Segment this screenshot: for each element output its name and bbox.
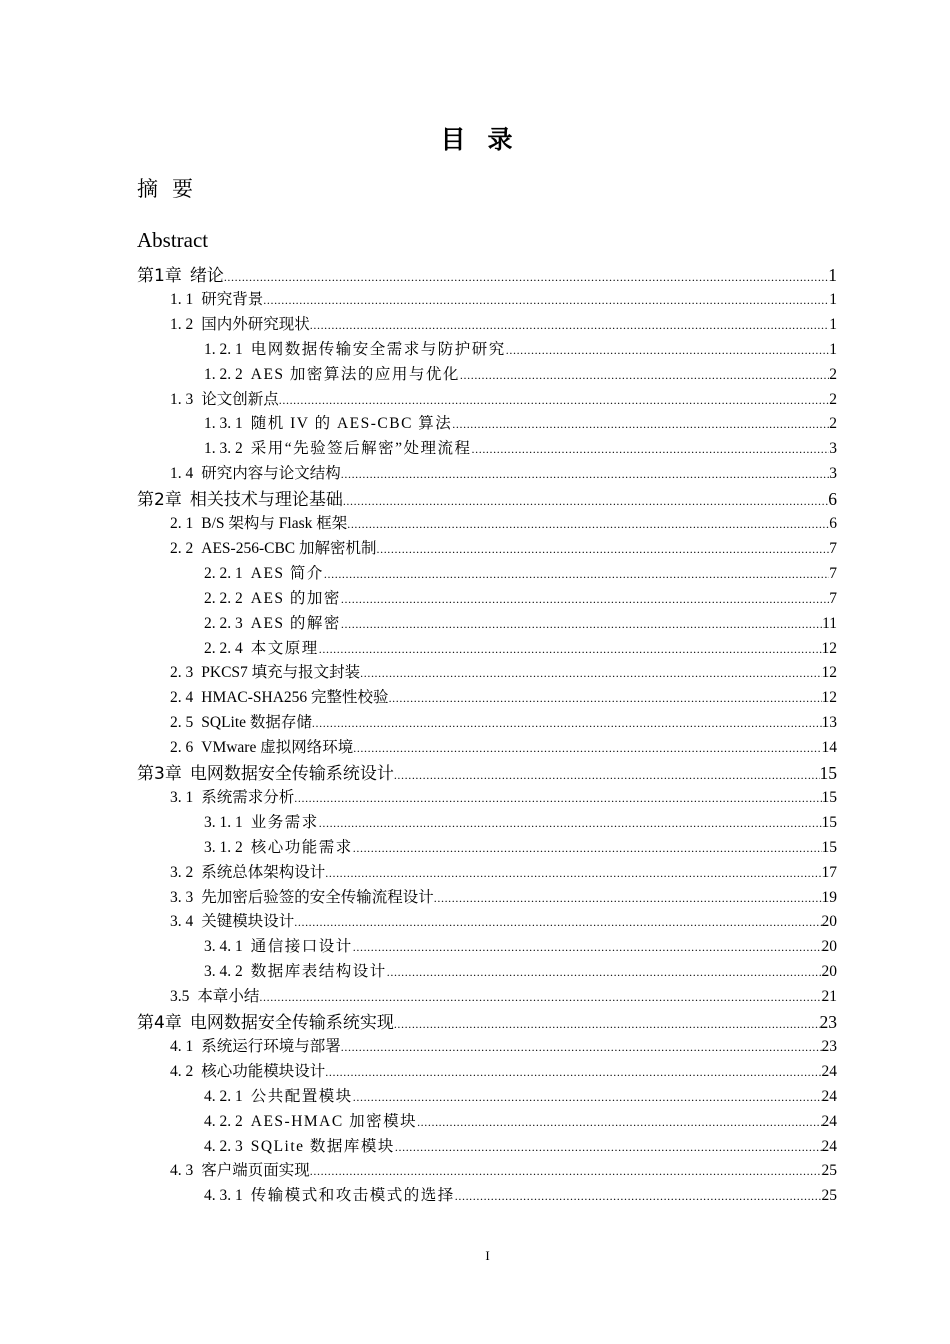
toc-entry-page: 13: [821, 714, 837, 732]
toc-entry-number: 4. 2. 3: [204, 1137, 243, 1155]
toc-entry-page: 25: [821, 1162, 837, 1180]
toc-entry-title: SQLite 数据存储: [201, 714, 312, 732]
toc-entry-page: 23: [819, 1012, 837, 1032]
toc-entry[interactable]: [204, 1110, 837, 1134]
toc-entry-page: 24: [821, 1112, 837, 1130]
toc-entry-title: VMware 虚拟网络环境: [201, 739, 354, 757]
toc-entry[interactable]: [170, 462, 837, 486]
toc-entry-title: 采用“先验签后解密”处理流程: [250, 440, 472, 458]
toc-entry-number: 4. 2. 1: [204, 1087, 243, 1105]
toc-entry[interactable]: [170, 686, 837, 710]
toc-dot-leader: [455, 1184, 822, 1208]
toc-entry[interactable]: [170, 711, 837, 735]
toc-dot-leader: [417, 1110, 821, 1134]
page-number: I: [485, 1248, 490, 1263]
toc-entry-title: AES-256-CBC 加解密机制: [201, 539, 377, 557]
toc-entry-number: 1. 2: [170, 315, 194, 333]
toc-dot-leader: [387, 960, 822, 984]
toc-entry-title: 通信接口设计: [250, 938, 353, 956]
toc-dot-leader: [294, 910, 821, 934]
toc-entry-page: 21: [821, 988, 837, 1006]
toc-entry-title: 系统运行环境与部署: [201, 1037, 341, 1055]
toc-entry-title: 系统需求分析: [201, 788, 295, 806]
toc-entry[interactable]: [170, 388, 837, 412]
toc-entry-title: 核心功能模块设计: [201, 1062, 326, 1080]
toc-entry-title: AES 的加密: [250, 589, 341, 607]
toc-entry-title: 数据库表结构设计: [250, 963, 387, 981]
toc-dot-leader: [434, 886, 822, 910]
toc-entry-page: 7: [829, 564, 837, 582]
toc-dot-leader: [341, 1035, 822, 1059]
toc-entry-number: 2. 1: [170, 515, 194, 532]
toc-entry-page: 15: [821, 838, 837, 856]
toc-dot-leader: [341, 587, 829, 611]
toc-entry[interactable]: [204, 960, 837, 984]
toc-dot-leader: [263, 288, 829, 312]
toc-entry[interactable]: [170, 313, 837, 337]
toc-entry[interactable]: [204, 363, 837, 387]
toc-entry-page: 3: [829, 465, 837, 483]
toc-entry-page: 2: [829, 390, 837, 408]
toc-entry-number: 3. 4. 2: [204, 963, 243, 981]
toc-entry-title: 绪论: [189, 266, 224, 286]
toc-dot-leader: [279, 388, 829, 412]
toc-entry[interactable]: [137, 1010, 837, 1034]
toc-entry-page: 25: [821, 1187, 837, 1205]
toc-entry-title: 论文创新点: [201, 390, 279, 408]
toc-entry-number: 2. 2. 4: [204, 639, 243, 657]
toc-entry-number: 3. 4: [170, 913, 194, 931]
abstract-en-heading: Abstract: [137, 228, 209, 252]
toc-entry[interactable]: [204, 412, 837, 436]
toc-entry-number: 1. 2. 2: [204, 365, 243, 383]
toc-entry[interactable]: [204, 562, 837, 586]
toc-entry-number: 1. 4: [170, 465, 194, 483]
toc-entry-page: 7: [829, 589, 837, 607]
toc-entry-number: 1. 3. 1: [204, 415, 243, 433]
toc-entry-number: 4. 2. 2: [204, 1112, 243, 1130]
toc-dot-leader: [360, 661, 821, 685]
toc-entry[interactable]: [170, 661, 837, 685]
toc-entry[interactable]: [204, 612, 837, 636]
toc-entry-title: 电网数据安全传输系统设计: [189, 764, 394, 784]
toc-entry-number: 2. 2. 1: [204, 564, 243, 582]
toc-entry-number: 第2章: [137, 490, 182, 511]
toc-entry-title: 电网数据安全传输系统实现: [189, 1013, 394, 1033]
toc-entry-title: HMAC-SHA256 完整性校验: [201, 689, 389, 707]
toc-entry-title: 研究内容与论文结构: [201, 465, 341, 483]
toc-entry-number: 2. 2: [170, 539, 194, 557]
toc-entry-page: 12: [821, 689, 837, 707]
toc-entry[interactable]: [204, 637, 837, 661]
toc-entry-page: 14: [821, 739, 837, 757]
toc-entry[interactable]: [170, 861, 837, 885]
toc-entry-number: 3. 1. 1: [204, 813, 243, 831]
toc-entry-page: 1: [828, 265, 837, 285]
toc-entry[interactable]: [170, 786, 837, 810]
toc-entry-title: 本文原理: [250, 639, 319, 657]
toc-entry-number: 3. 4. 1: [204, 938, 243, 956]
toc-dot-leader: [472, 437, 830, 461]
toc-entry-page: 17: [821, 863, 837, 881]
toc-entry-number: 2. 4: [170, 689, 194, 707]
toc-dot-leader: [506, 338, 829, 362]
toc-dot-leader: [310, 1159, 822, 1183]
page-title: 目录: [440, 125, 535, 154]
toc-entry-page: 15: [819, 763, 837, 783]
toc-entry-title: SQLite 数据库模块: [250, 1137, 395, 1155]
toc-entry[interactable]: [137, 761, 837, 785]
toc-dot-leader: [259, 985, 821, 1009]
toc-entry-title: PKCS7 填充与报文封装: [201, 664, 361, 682]
toc-entry[interactable]: [204, 437, 837, 461]
toc-entry-title: 研究背景: [201, 290, 264, 308]
abstract-cn-heading: 摘要: [137, 177, 207, 201]
toc-entry[interactable]: [137, 487, 837, 511]
toc-dot-leader: [324, 562, 829, 586]
toc-entry-page: 3: [829, 440, 837, 458]
toc-entry-page: 11: [822, 614, 837, 632]
toc-entry-number: 4. 3. 1: [204, 1187, 243, 1205]
toc-entry-page: 6: [829, 515, 837, 532]
toc-entry[interactable]: [204, 811, 837, 835]
toc-dot-leader: [353, 1085, 822, 1109]
toc-entry[interactable]: [204, 338, 837, 362]
toc-entry-number: 1. 2. 1: [204, 340, 243, 358]
toc-entry[interactable]: [170, 985, 837, 1009]
toc-entry-number: 4. 1: [170, 1037, 194, 1055]
toc-entry[interactable]: [170, 1035, 837, 1059]
toc-entry[interactable]: [170, 886, 837, 910]
toc-entry-number: 2. 2. 2: [204, 589, 243, 607]
toc-entry-page: 20: [821, 938, 837, 956]
toc-entry-title: 核心功能需求: [250, 838, 353, 856]
toc-dot-leader: [343, 489, 828, 513]
toc-dot-leader: [224, 265, 828, 289]
toc-entry[interactable]: [137, 263, 837, 287]
toc-dot-leader: [325, 1060, 821, 1084]
toc-dot-leader: [341, 612, 822, 636]
toc-entry-number: 2. 3: [170, 664, 194, 682]
toc-dot-leader: [394, 763, 820, 787]
toc-entry-page: 1: [829, 315, 837, 333]
toc-entry-number: 3. 1: [170, 788, 194, 806]
toc-entry-title: 业务需求: [250, 813, 319, 831]
toc-entry-page: 12: [821, 639, 837, 657]
toc-dot-leader: [353, 935, 822, 959]
toc-entry[interactable]: [204, 1184, 837, 1208]
toc-dot-leader: [377, 537, 830, 561]
toc-entry-title: 传输模式和攻击模式的选择: [250, 1187, 455, 1205]
toc-entry-title: AES 加密算法的应用与优化: [250, 365, 460, 383]
toc-entry-title: B/S 架构与 Flask 框架: [201, 515, 348, 532]
toc-entry-number: 第1章: [137, 266, 182, 286]
toc-entry-page: 24: [821, 1062, 837, 1080]
toc-entry-number: 第4章: [137, 1013, 182, 1033]
toc-entry-number: 3. 2: [170, 863, 194, 881]
toc-entry-title: 国内外研究现状: [201, 315, 310, 333]
toc-entry-title: AES-HMAC 加密模块: [250, 1112, 418, 1130]
toc-entry[interactable]: [170, 288, 837, 312]
toc-dot-leader: [460, 363, 829, 387]
toc-entry-number: 3.5: [170, 988, 190, 1006]
toc-entry-title: 先加密后验签的安全传输流程设计: [201, 888, 434, 906]
toc-entry-page: 24: [821, 1087, 837, 1105]
toc-dot-leader: [312, 711, 822, 735]
toc-entry-number: 2. 5: [170, 714, 194, 732]
toc-entry-title: 公共配置模块: [250, 1087, 353, 1105]
toc-entry[interactable]: [204, 1085, 837, 1109]
toc-entry[interactable]: [204, 587, 837, 611]
toc-entry-page: 12: [821, 664, 837, 682]
toc-entry[interactable]: [170, 537, 837, 561]
toc-entry-page: 7: [829, 539, 837, 557]
toc-dot-leader: [452, 412, 829, 436]
toc-entry[interactable]: [170, 1060, 837, 1084]
toc-entry[interactable]: [170, 512, 837, 536]
toc-entry[interactable]: [170, 1159, 837, 1183]
toc-entry[interactable]: [170, 736, 837, 760]
toc-entry-title: 系统总体架构设计: [201, 863, 326, 881]
toc-dot-leader: [310, 313, 829, 337]
toc-entry-number: 4. 3: [170, 1162, 194, 1180]
toc-entry-title: 本章小结: [197, 988, 260, 1006]
toc-entry-page: 20: [821, 913, 837, 931]
toc-dot-leader: [319, 637, 822, 661]
toc-dot-leader: [347, 512, 829, 536]
toc-dot-leader: [353, 836, 822, 860]
toc-entry-title: 随机 IV 的 AES-CBC 算法: [250, 415, 453, 433]
toc-entry-page: 1: [829, 340, 837, 358]
toc-entry-number: 2. 2. 3: [204, 614, 243, 632]
toc-dot-leader: [341, 462, 829, 486]
toc-entry-title: AES 简介: [250, 564, 324, 582]
toc-entry-title: 相关技术与理论基础: [189, 490, 343, 511]
toc-entry-page: 20: [821, 963, 837, 981]
toc-entry-page: 19: [821, 888, 837, 906]
toc-entry-number: 3. 3: [170, 888, 194, 906]
toc-entry[interactable]: [170, 910, 837, 934]
toc-entry-number: 第3章: [137, 764, 182, 784]
toc-dot-leader: [325, 861, 821, 885]
toc-entry-page: 1: [829, 290, 837, 308]
toc-entry-number: 1. 3: [170, 390, 194, 408]
toc-dot-leader: [353, 736, 821, 760]
toc-dot-leader: [389, 686, 822, 710]
toc-entry-title: 客户端页面实现: [201, 1162, 310, 1180]
toc-entry-page: 15: [821, 788, 837, 806]
toc-entry-page: 6: [828, 489, 837, 510]
toc-dot-leader: [395, 1135, 822, 1159]
toc-entry-page: 24: [821, 1137, 837, 1155]
toc-entry-title: 电网数据传输安全需求与防护研究: [250, 340, 506, 358]
toc-entry-number: 4. 2: [170, 1062, 194, 1080]
toc-entry-page: 15: [821, 813, 837, 831]
toc-entry-page: 23: [821, 1037, 837, 1055]
toc-entry[interactable]: [204, 1135, 837, 1159]
toc-entry-number: 1. 1: [170, 290, 194, 308]
toc-dot-leader: [294, 786, 821, 810]
toc-dot-leader: [319, 811, 822, 835]
toc-entry-number: 2. 6: [170, 739, 194, 757]
toc-entry-number: 1. 3. 2: [204, 440, 243, 458]
toc-entry[interactable]: [204, 836, 837, 860]
toc-entry-page: 2: [829, 415, 837, 433]
toc-entry-number: 3. 1. 2: [204, 838, 243, 856]
toc-entry-page: 2: [829, 365, 837, 383]
toc-entry-title: 关键模块设计: [201, 913, 295, 931]
toc-entry-title: AES 的解密: [250, 614, 341, 632]
toc-entry[interactable]: [204, 935, 837, 959]
toc-dot-leader: [394, 1012, 820, 1036]
